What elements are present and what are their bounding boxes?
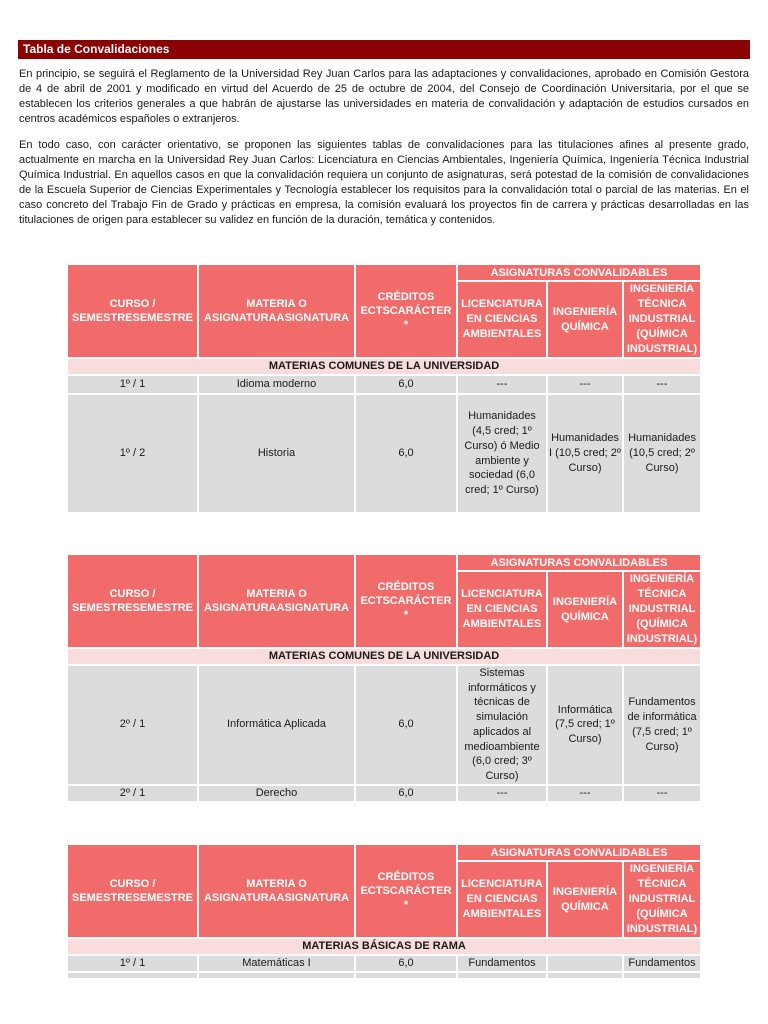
cell-materia: Derecho (199, 786, 354, 801)
header-creditos: CRÉDITOS ECTSCARÁCTER * (356, 555, 456, 647)
convalidation-table-1 (66, 263, 702, 514)
header-creditos: CRÉDITOS ECTSCARÁCTER * (356, 845, 456, 937)
header-ingenieria-tecnica-industrial: INGENIERÍA TÉCNICA INDUSTRIAL (QUÍMICA INDUSTRIAL) (624, 862, 700, 937)
cell-itiq: Fundamentos (624, 956, 700, 971)
orientation-paragraph: En todo caso, con carácter orientativo, se proponen las siguientes tablas de convalidaciones para las titulaciones afines al presente grado, actualmente en marcha en la Universidad Rey Juan Carlos: Licenciatura en Ciencias Ambientales, Ingeniería Química, Ingeniería Técnica Industrial Química Industrial. En aquellos casos en que la convalidación requiera un conjunto de asignaturas, será potestad de la comisión de convalidaciones de la Escuela Superior de Ciencias Experimentales y Tecnología establecer los requisitos para la convalidación total o parcial de las materias. En el caso concreto del Trabajo Fin de Grado y prácticas en empresa, la comisión evaluará los proyectos fin de carrera y prácticas desarrolladas en las titulaciones de origen para establecer su validez en función de la duración, temática y contenidos. (19, 139, 749, 226)
cell-iq: --- (548, 786, 622, 801)
cell-lca: Fundamentos (458, 956, 546, 971)
category-row: MATERIAS BÁSICAS DE RAMA (68, 939, 700, 954)
table-row (68, 666, 700, 784)
cell-itiq: --- (624, 786, 700, 801)
cell-creditos: 6,0 (356, 666, 456, 784)
cell-lca: --- (458, 786, 546, 801)
header-materia: MATERIA O ASIGNATURAASIGNATURA (199, 845, 354, 937)
cell-curso: 1º / 2 (68, 395, 197, 512)
cell-materia: Historia (199, 395, 354, 512)
cell-creditos: 6,0 (356, 376, 456, 393)
header-curso: CURSO / SEMESTRESEMESTRE (68, 845, 197, 937)
header-licenciatura-ambientales: LICENCIATURA EN CIENCIAS AMBIENTALES (458, 862, 546, 937)
cell-creditos: 6,0 (356, 395, 456, 512)
section-title: Tabla de Convalidaciones (18, 40, 750, 59)
cell-itiq: --- (624, 376, 700, 393)
header-ingenieria-quimica: INGENIERÍA QUÍMICA (548, 862, 622, 937)
cell-curso: 1º / 1 (68, 376, 197, 393)
cell-lca: Humanidades (4,5 cred; 1º Curso) ó Medio ambiente y sociedad (6,0 cred; 1º Curso) (458, 395, 546, 512)
header-materia: MATERIA O ASIGNATURAASIGNATURA (199, 555, 354, 647)
cell-itiq: Humanidades (10,5 cred; 2º Curso) (624, 395, 700, 512)
table-row (68, 786, 700, 801)
cell-creditos: 6,0 (356, 786, 456, 801)
header-ingenieria-quimica: INGENIERÍA QUÍMICA (548, 282, 622, 357)
header-asignaturas-convalidables: ASIGNATURAS CONVALIDABLES (458, 265, 700, 280)
cell-iq (548, 956, 622, 971)
intro-paragraph: En principio, se seguirá el Reglamento de la Universidad Rey Juan Carlos para las adaptaciones y convalidaciones, aprobado en Comisión Gestora de 4 de abril de 2001 y modificado en virtud del Acuerdo de 25 de octubre de 2004, del Consejo de Coordinación Universitaria, por el que se establecen los criterios generales a que habrán de ajustarse las universidades en materia de convalidación y adaptación de estudios cursados en centros académicos españoles o extranjeros. (19, 68, 749, 125)
header-ingenieria-tecnica-industrial: INGENIERÍA TÉCNICA INDUSTRIAL (QUÍMICA INDUSTRIAL) (624, 282, 700, 357)
header-ingenieria-tecnica-industrial: INGENIERÍA TÉCNICA INDUSTRIAL (QUÍMICA INDUSTRIAL) (624, 572, 700, 647)
header-asignaturas-convalidables: ASIGNATURAS CONVALIDABLES (458, 555, 700, 570)
cell-materia: Informática Aplicada (199, 666, 354, 784)
cell-iq: --- (548, 376, 622, 393)
header-licenciatura-ambientales: LICENCIATURA EN CIENCIAS AMBIENTALES (458, 282, 546, 357)
category-row: MATERIAS COMUNES DE LA UNIVERSIDAD (68, 649, 700, 664)
cell-lca: --- (458, 376, 546, 393)
cell-curso: 2º / 1 (68, 666, 197, 784)
header-curso: CURSO / SEMESTRESEMESTRE (68, 555, 197, 647)
header-asignaturas-convalidables: ASIGNATURAS CONVALIDABLES (458, 845, 700, 860)
header-materia: MATERIA O ASIGNATURAASIGNATURA (199, 265, 354, 357)
table-row (68, 395, 700, 512)
table-row (68, 376, 700, 393)
cell-creditos: 6,0 (356, 956, 456, 971)
cell-curso: 2º / 1 (68, 786, 197, 801)
convalidation-table-2 (66, 553, 702, 803)
cell-materia: Idioma moderno (199, 376, 354, 393)
header-licenciatura-ambientales: LICENCIATURA EN CIENCIAS AMBIENTALES (458, 572, 546, 647)
cell-iq: Humanidades I (10,5 cred; 2º Curso) (548, 395, 622, 512)
page-cutoff (0, 978, 768, 1024)
header-creditos: CRÉDITOS ECTSCARÁCTER * (356, 265, 456, 357)
header-curso: CURSO / SEMESTRESEMESTRE (68, 265, 197, 357)
category-row: MATERIAS COMUNES DE LA UNIVERSIDAD (68, 359, 700, 374)
cell-itiq: Fundamentos de informática (7,5 cred; 1º Curso) (624, 666, 700, 784)
cell-iq: Informática (7,5 cred; 1º Curso) (548, 666, 622, 784)
cell-curso: 1º / 1 (68, 956, 197, 971)
cell-lca: Sistemas informáticos y técnicas de simulación aplicados al medioambiente (6,0 cred; 3º Curso) (458, 666, 546, 784)
header-ingenieria-quimica: INGENIERÍA QUÍMICA (548, 572, 622, 647)
table-row (68, 956, 700, 971)
cell-materia: Matemáticas I (199, 956, 354, 971)
